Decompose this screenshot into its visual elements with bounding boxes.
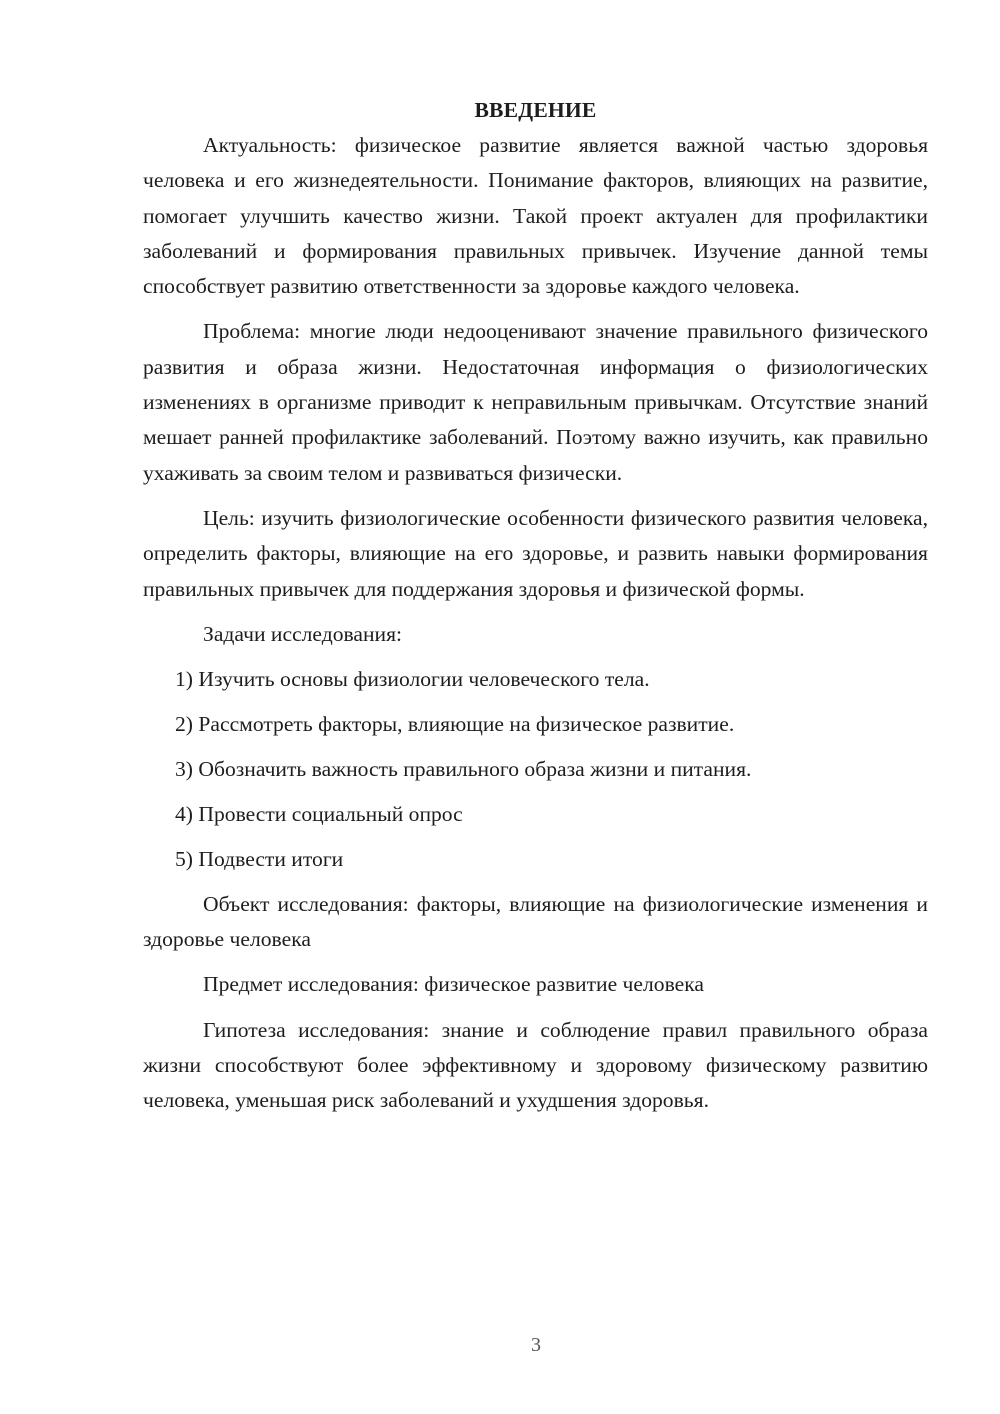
list-item: 2) Рассмотреть факторы, влияющие на физическое развитие. — [175, 711, 735, 736]
tasks-heading: Задачи исследования: — [203, 621, 403, 646]
page-title: ВВЕДЕНИЕ — [474, 98, 597, 122]
list-item: 4) Провести социальный опрос — [175, 801, 463, 826]
paragraph-object: Объект исследования: факторы, влияющие на физиологические изменения и здоровье человека — [143, 891, 928, 952]
paragraph-goal: Цель: изучить физиологические особенности физического развития человека, определить факторы, влияющие на его здоровье, и развить навыки формирования правильных привычек для поддержания здоровья и физической формы. — [143, 505, 928, 601]
paragraph-relevance: Актуальность: физическое развитие является важной частью здоровья человека и его жизнедеятельности. Понимание факторов, влияющих на развитие, помогает улучшить качество жизни. Такой проект актуален для профилактики заболеваний и формирования правильных привычек. Изучение данной темы способствует развитию ответственности за здоровье каждого человека. — [143, 133, 928, 299]
page-number: 3 — [531, 1334, 541, 1356]
list-item: 5) Подвести итоги — [175, 846, 344, 871]
paragraph-subject: Предмет исследования: физическое развитие человека — [203, 972, 704, 997]
list-item: 1) Изучить основы физиологии человеческого тела. — [175, 666, 650, 691]
document-page — [143, 92, 928, 1129]
paragraph-problem: Проблема: многие люди недооценивают значение правильного физического развития и образа жизни. Недостаточная информация о физиологических изменениях в организме приводит к неправильным привычкам. Отсутствие знаний мешает ранней профилактике заболеваний. Поэтому важно изучить, как правильно ухаживать за своим телом и развиваться физически. — [143, 319, 928, 485]
paragraph-hypothesis: Гипотеза исследования: знание и соблюдение правил правильного образа жизни способствуют более эффективному и здоровому физическому развитию человека, уменьшая риск заболеваний и ухудшения здоровья. — [143, 1017, 928, 1113]
task-list — [143, 662, 928, 877]
list-item: 3) Обозначить важность правильного образа жизни и питания. — [175, 756, 752, 781]
